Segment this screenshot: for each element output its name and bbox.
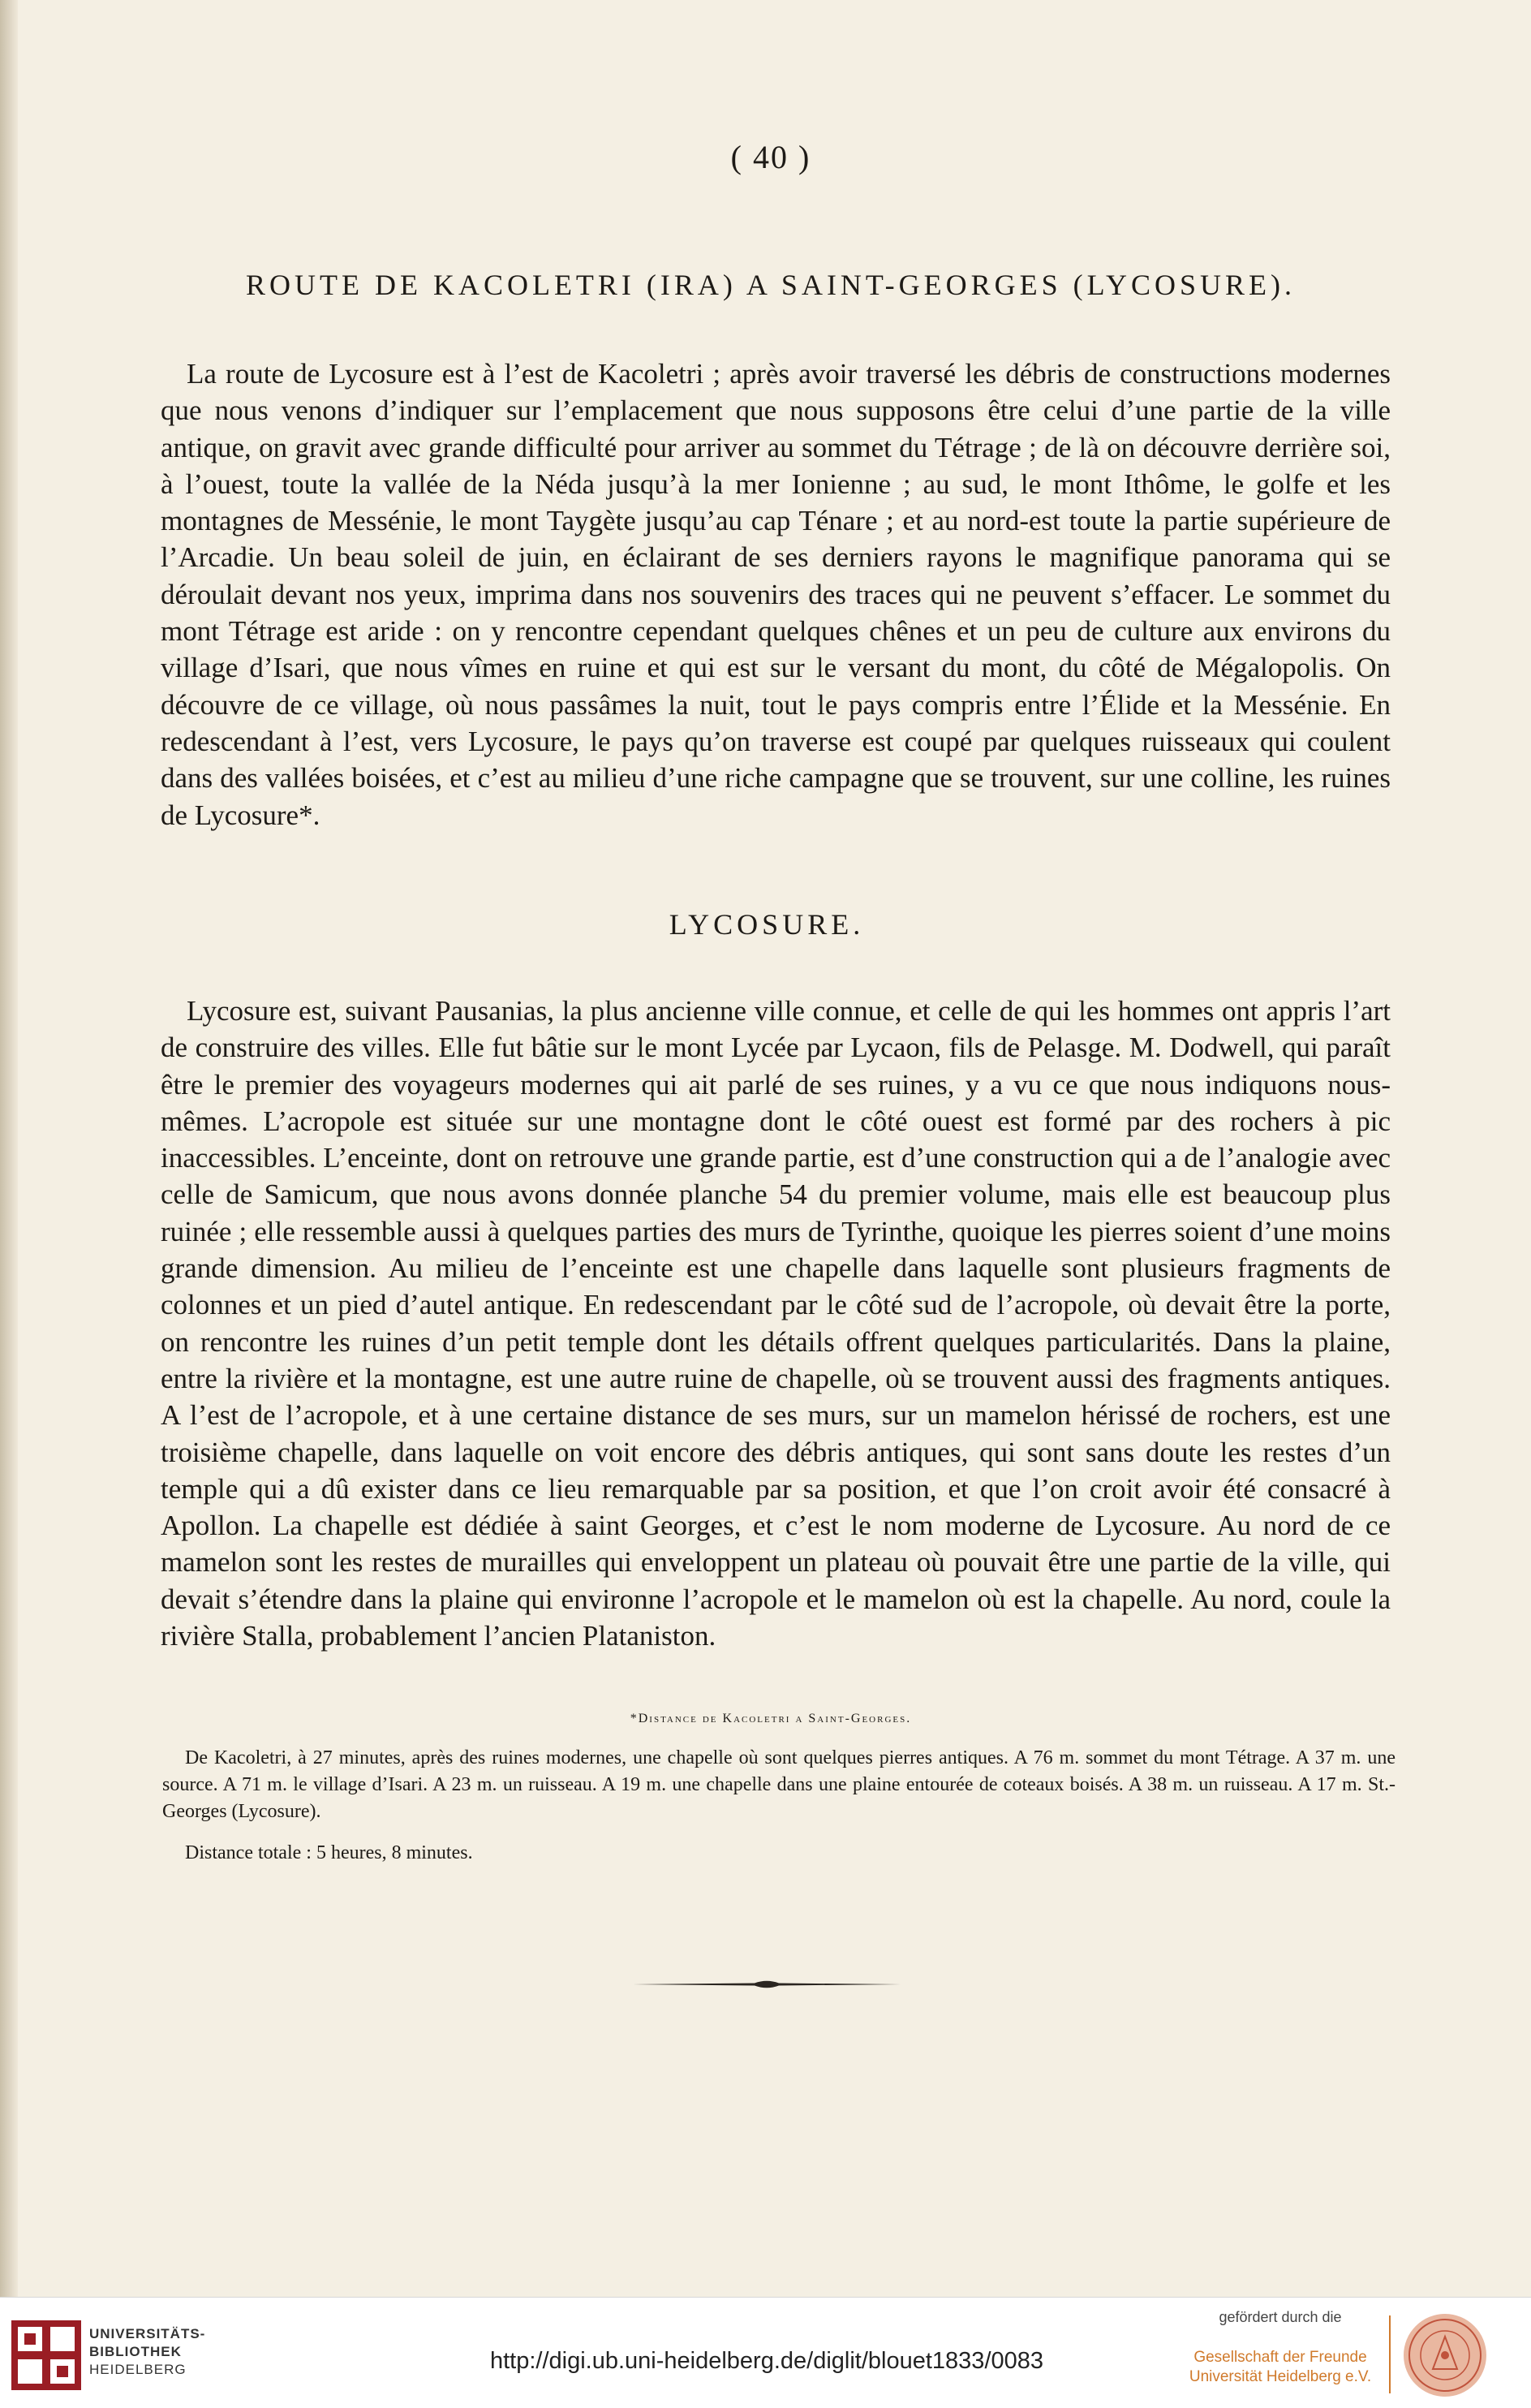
library-name-line: UNIVERSITÄTS- (89, 2326, 206, 2341)
sponsor-divider (1389, 2315, 1391, 2393)
section-subtitle: LYCOSURE. (669, 908, 865, 941)
section-title: ROUTE DE KACOLETRI (IRA) A SAINT-GEORGES (LYCOSURE). (245, 269, 1297, 301)
page-number: ( 40 ) (730, 139, 811, 175)
sponsor-label: gefördert durch die (1219, 2309, 1342, 2325)
university-seal-icon (1402, 2312, 1488, 2398)
sponsor-name-line: Gesellschaft der Freunde (1193, 2349, 1367, 2366)
body-paragraph-lycosure: Lycosure est, suivant Pausanias, la plus ancienne ville connue, et celle de qui les hommes ont appris l’art de construire des villes. Elle fut bâtie sur le mont Lycée par Lycaon, fils de Pelasge. M. Dodwell, qui paraît être le premier des voyageurs modernes qui ait parlé de ses ruines, y a vu ce que nous indiquons nous-mêmes. L’acropole est située sur une montagne dont le côté ouest est formé par des rochers à pic inaccessibles. L’enceinte, dont on retrouve une grande partie, est d’une construction qui a de l’analogie avec celle de Samicum, que nous avons donnée planche 54 du premier volume, mais elle est beaucoup plus ruinée ; elle ressemble aussi à quelques parties des murs de Tyrinthe, quoique les pierres soient d’une moins grande dimension. Au milieu de l’enceinte est une chapelle dans laquelle sont plusieurs fragments de colonnes et un pied d’autel antique. En redescendant par le côté sud de l’acropole, où devait être la porte, on rencontre les ruines d’un petit temple dont les détails offrent quelques particularités. Dans la plaine, entre la rivière et la montagne, est une autre ruine de chapelle, où se trouvent aussi des fragments antiques. A l’est de l’acropole, et à une certaine distance de ses murs, sur un mamelon hérissé de rochers, est une troisième chapelle, dans laquelle on voit encore des débris antiques, qui sont sans doute les restes d’un temple qui a dû exister dans ce lieu remarquable par sa position, et que l’on croit avoir été consacré à Apollon. La chapelle est dédiée à saint Georges, et c’est le nom moderne de Lycosure. Au nord de ce mamelon sont les restes de murailles qui enveloppent un plateau où pouvait être une partie de la ville, qui devait s’étendre dans la plaine qui environne l’acropole et le mamelon où est la chapelle. Au nord, coule la rivière Stalla, probablement l’ancien Plataniston. (161, 995, 1391, 1652)
permalink[interactable]: http://digi.ub.uni-heidelberg.de/diglit/blouet1833/0083 (489, 2348, 1044, 2374)
sponsor-name-line: Universität Heidelberg e.V. (1189, 2368, 1372, 2385)
footnote-total: Distance totale : 5 heures, 8 minutes. (185, 1842, 473, 1863)
footnote-itinerary: De Kacoletri, à 27 minutes, après des ruines modernes, une chapelle où sont quelques pierres antiques. A 76 m. sommet du mont Tétrage. A 37 m. une source. A 71 m. le village d’Isari. A 23 m. un ruisseau. A 19 m. une chapelle dans une plaine entourée de coteaux boisés. A 38 m. un ruisseau. A 17 m. St.-Georges (Lycosure). (162, 1747, 1396, 1822)
footnote-heading: *Distance de Kacoletri a Saint-Georges. (630, 1712, 912, 1725)
ub-heidelberg-logo-icon[interactable] (11, 2320, 81, 2390)
viewer-footer (0, 2297, 1531, 2408)
library-name-line: BIBLIOTHEK (89, 2344, 182, 2359)
sponsor-link[interactable] (1185, 2348, 1376, 2387)
ornamental-divider (633, 1979, 901, 1990)
library-name-line: HEIDELBERG (89, 2362, 187, 2377)
library-name[interactable] (89, 2325, 205, 2379)
body-paragraph-route: La route de Lycosure est à l’est de Kacoletri ; après avoir traversé les débris de constructions modernes que nous venons d’indiquer sur l’emplacement que nous supposons être celui d’une partie de la ville antique, on gravit avec grande difficulté pour arriver au sommet du Tétrage ; de là on découvre derrière soi, à l’ouest, toute la vallée de la Néda jusqu’à la mer Ionienne ; au sud, le mont Ithôme, le golfe et les montagnes de Messénie, le mont Taygète jusqu’au cap Ténare ; et au nord-est toute la partie supérieure de l’Arcadie. Un beau soleil de juin, en éclairant de ses derniers rayons le magnifique panorama qui se déroulait devant nos yeux, imprima dans nos souvenirs des traces qui ne peuvent s’effacer. Le sommet du mont Tétrage est aride : on y rencontre cependant quelques chênes et un peu de culture aux environs du village d’Isari, que nous vîmes en ruine et qui est sur le versant du mont, du côté de Mégalopolis. On découvre de ce village, où nous passâmes la nuit, tout le pays compris entre l’Élide et la Messénie. En redescendant à l’est, vers Lycosure, le pays qu’on traverse est coupé par quelques ruisseaux qui coulent dans des vallées boisées, et c’est au milieu d’une riche campagne que se trouvent, sur une colline, les ruines de Lycosure*. (161, 358, 1391, 831)
